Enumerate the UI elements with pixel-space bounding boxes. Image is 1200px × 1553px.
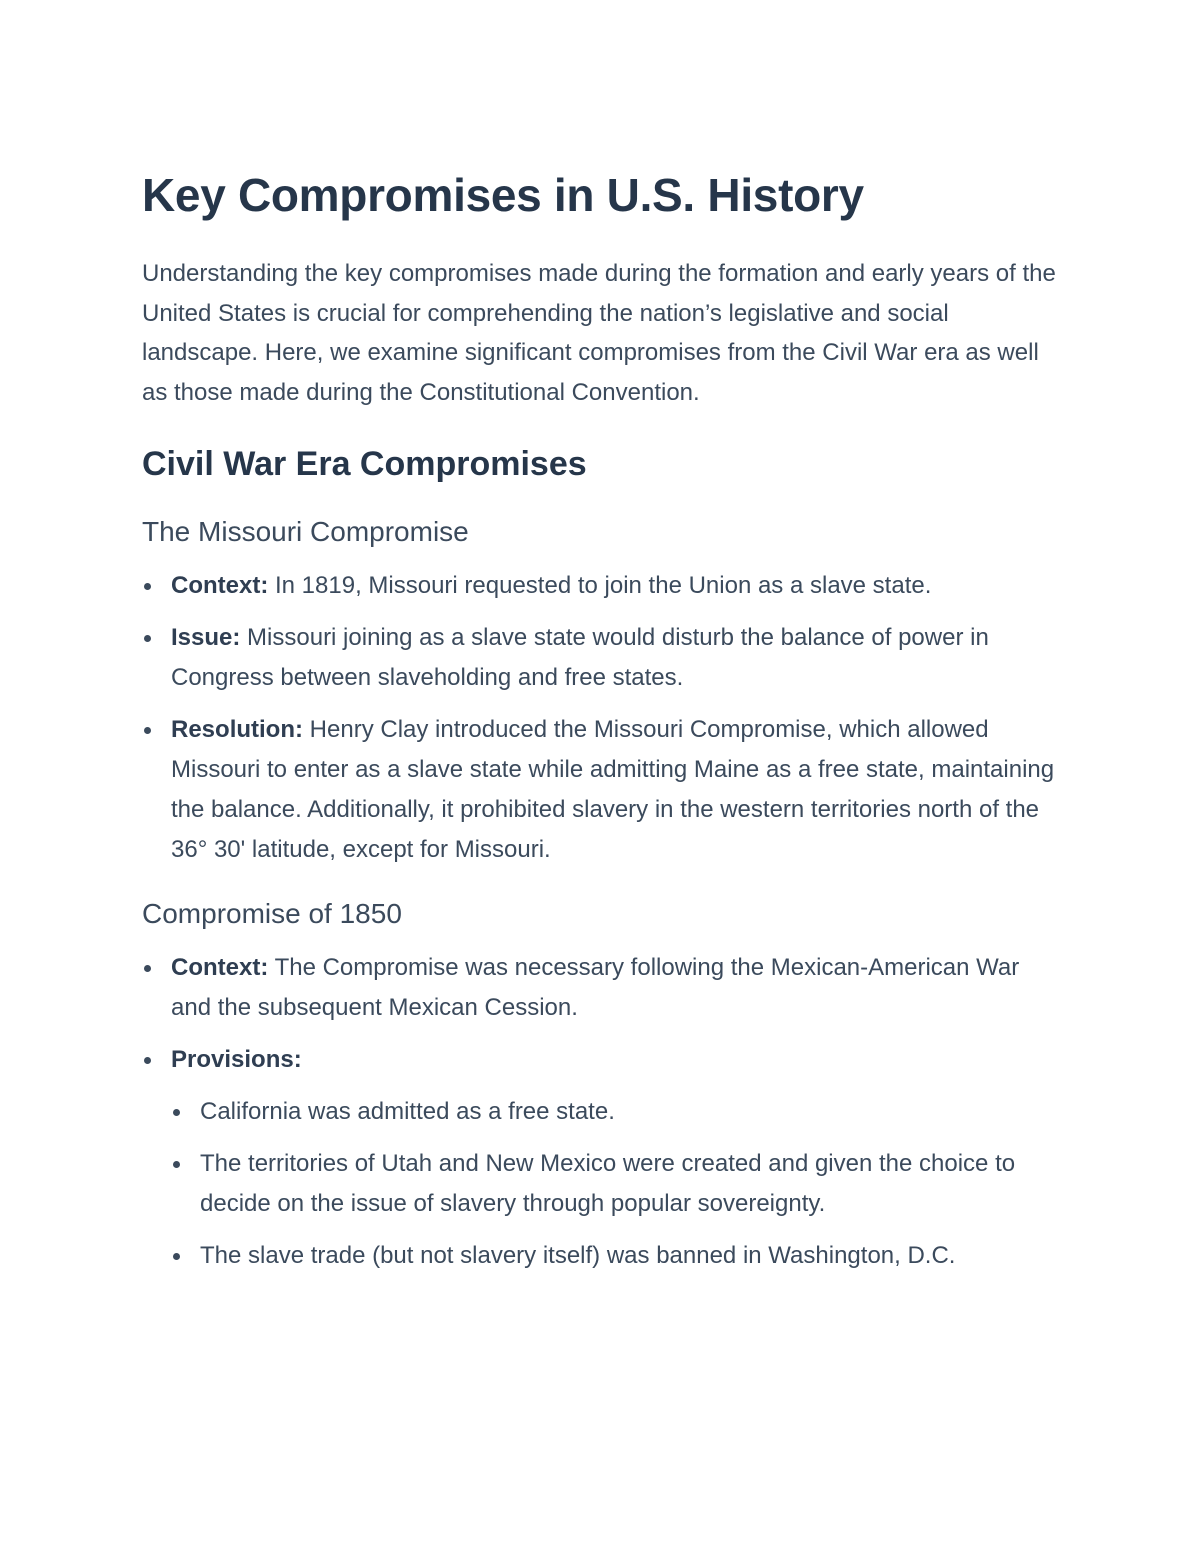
sublist-item: The territories of Utah and New Mexico were created and given the choice to decide on the issue of slavery through popular sovereignty. bbox=[171, 1144, 1060, 1224]
intro-paragraph: Understanding the key compromises made during the formation and early years of the United States is crucial for comprehending the nation’s legislative and social landscape. Here, we examine significant compromises from the Civil War era as well as those made during the Constitutional Convention. bbox=[142, 260, 1056, 406]
item-label: Provisions: bbox=[171, 1046, 302, 1073]
page-title: Key Compromises in U.S. History bbox=[142, 169, 864, 221]
item-label: Issue: bbox=[171, 624, 241, 651]
compromise-1850-list bbox=[142, 948, 1072, 1276]
list-item bbox=[142, 710, 1061, 870]
section-heading-civil-war: Civil War Era Compromises bbox=[142, 445, 587, 483]
provisions-sublist bbox=[171, 1092, 1061, 1276]
subheading-compromise-1850: Compromise of 1850 bbox=[142, 898, 402, 929]
list-item bbox=[142, 618, 1061, 698]
item-text: Henry Clay introduced the Missouri Compromise, which allowed Missouri to enter as a slave state while admitting Maine as a free state, maintaining the balance. Additionally, it prohibited slavery in the western territories north of the 36° 30' latitude, except for Missouri. bbox=[171, 716, 1055, 863]
missouri-list bbox=[142, 566, 1072, 870]
sublist-item: California was admitted as a free state. bbox=[171, 1092, 1060, 1132]
list-item bbox=[142, 566, 1061, 606]
sublist-item: The slave trade (but not slavery itself) was banned in Washington, D.C. bbox=[171, 1236, 1060, 1276]
item-text: The Compromise was necessary following the Mexican-American War and the subsequent Mexican Cession. bbox=[171, 954, 1020, 1021]
item-label: Resolution: bbox=[171, 716, 303, 743]
list-item bbox=[142, 1040, 1061, 1276]
item-label: Context: bbox=[171, 572, 269, 599]
item-label: Context: bbox=[171, 954, 269, 981]
document-page bbox=[142, 160, 1072, 1288]
item-text: Missouri joining as a slave state would disturb the balance of power in Congress between slaveholding and free states. bbox=[171, 624, 989, 691]
list-item bbox=[142, 948, 1061, 1028]
item-text: In 1819, Missouri requested to join the Union as a slave state. bbox=[275, 572, 932, 599]
subheading-missouri-compromise: The Missouri Compromise bbox=[142, 516, 469, 547]
